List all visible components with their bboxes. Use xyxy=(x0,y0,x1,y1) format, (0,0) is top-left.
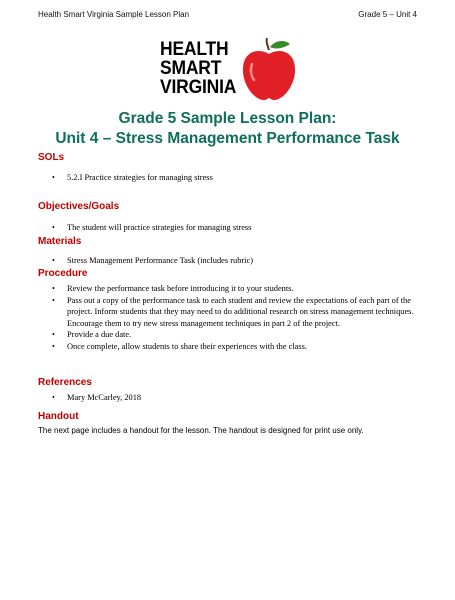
list-item: • The student will practice strategies for managing stress xyxy=(52,222,422,234)
lesson-title-line-1: Grade 5 Sample Lesson Plan: xyxy=(118,110,337,127)
objectives-heading: Objectives/Goals xyxy=(38,201,120,212)
handout-text: The next page includes a handout for the lesson. The handout is designed for print use only. xyxy=(38,426,364,435)
logo-line-2: SMART xyxy=(160,58,222,79)
logo-line-1: HEALTH xyxy=(160,39,229,60)
objectives-list xyxy=(52,222,422,234)
materials-heading: Materials xyxy=(38,236,82,247)
references-heading: References xyxy=(38,377,92,388)
running-header-grade: Grade 5 – Unit 4 xyxy=(358,10,417,19)
list-item: • Review the performance task before introducing it to your students. xyxy=(52,283,422,295)
list-item: • Provide a due date. xyxy=(52,329,422,341)
apple-icon xyxy=(240,38,298,102)
list-item: • Mary McCarley, 2018 xyxy=(52,392,422,404)
health-smart-virginia-logo xyxy=(160,38,300,104)
list-item: • Once complete, allow students to share their experiences with the class. xyxy=(52,341,422,353)
procedure-heading: Procedure xyxy=(38,268,88,279)
handout-heading: Handout xyxy=(38,411,79,422)
sols-heading: SOLs xyxy=(38,152,65,163)
lesson-title-line-2: Unit 4 – Stress Management Performance Task xyxy=(55,130,400,147)
list-item: • 5.2.I Practice strategies for managing stress xyxy=(52,172,422,184)
sols-list xyxy=(52,172,422,184)
list-item: • Pass out a copy of the performance task to each student and review the expectations of each part of the project. Inform students that they may need to do additional research on stress management techniques. Encourage them to try new stress management techniques in part 2 of the project. xyxy=(52,295,422,330)
procedure-list xyxy=(52,283,422,353)
materials-list xyxy=(52,255,422,267)
logo-line-3: VIRGINIA xyxy=(160,77,237,98)
list-item: • Stress Management Performance Task (includes rubric) xyxy=(52,255,422,267)
references-list xyxy=(52,392,422,404)
running-header-title: Health Smart Virginia Sample Lesson Plan xyxy=(38,10,190,19)
